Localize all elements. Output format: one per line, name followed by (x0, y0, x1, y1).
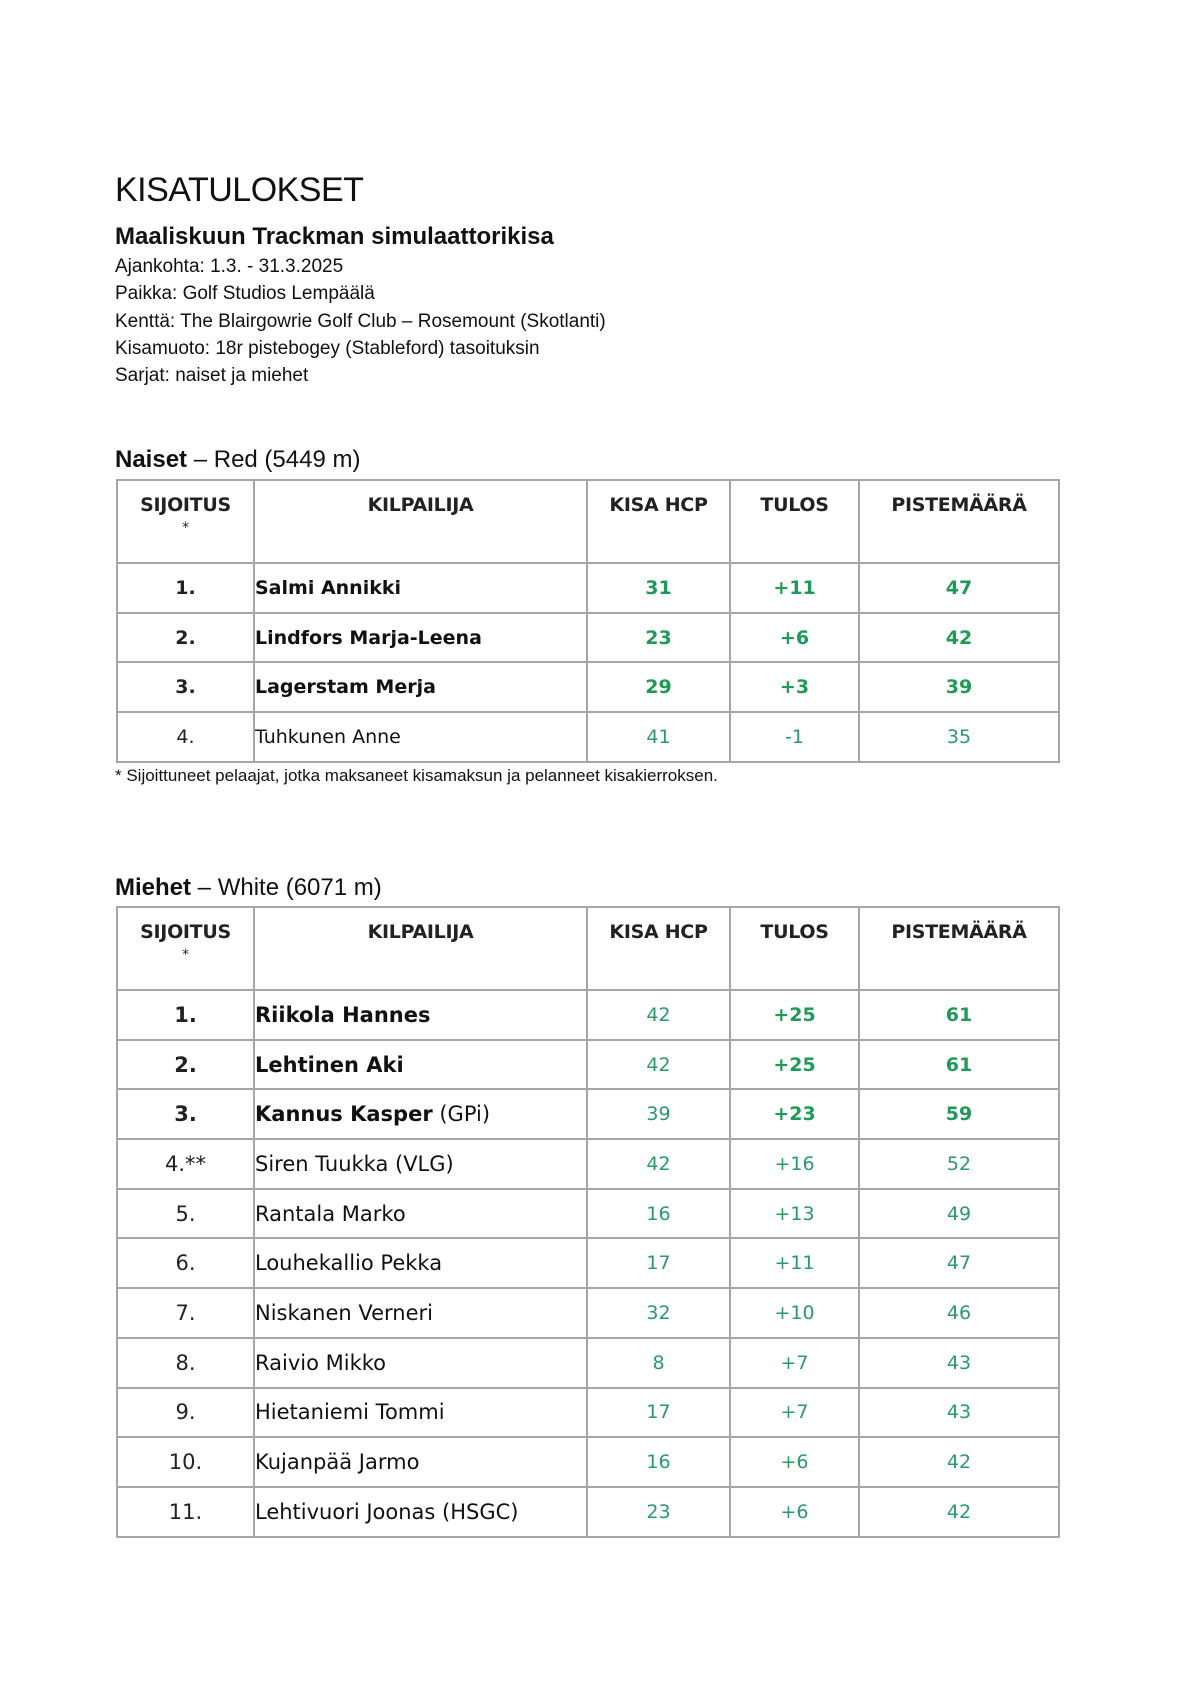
hcp-cell: 23 (587, 1487, 730, 1537)
player-name-cell (254, 1189, 587, 1239)
hcp-cell: 42 (587, 990, 730, 1040)
footnote: * Sijoittuneet pelaajat, jotka maksaneet kisamaksun ja pelanneet kisakierroksen. (115, 766, 718, 785)
women-title-tee: – Red (5449 m) (187, 446, 361, 473)
table-row (117, 1089, 1059, 1139)
player-name-cell (254, 563, 587, 613)
points-cell: 47 (859, 1238, 1059, 1288)
col-header-hcp: KISA HCP (587, 907, 730, 990)
tulos-cell: +23 (730, 1089, 859, 1139)
hcp-cell: 29 (587, 662, 730, 712)
player-name: Lehtivuori Joonas (255, 1499, 436, 1524)
men-section-title (115, 874, 382, 902)
points-cell: 59 (859, 1089, 1059, 1139)
player-name-cell (254, 1288, 587, 1338)
player-name-cell (254, 662, 587, 712)
table-row (117, 990, 1059, 1040)
rank-cell: 8. (117, 1338, 254, 1388)
points-cell: 42 (859, 613, 1059, 663)
points-cell: 61 (859, 1040, 1059, 1090)
hcp-cell: 23 (587, 613, 730, 663)
rank-cell: 1. (117, 990, 254, 1040)
rank-cell: 2. (117, 613, 254, 663)
col-header-points: PISTEMÄÄRÄ (859, 480, 1059, 563)
table-row (117, 563, 1059, 613)
col-header-name: KILPAILIJA (254, 907, 587, 990)
points-cell: 52 (859, 1139, 1059, 1189)
tulos-cell: +25 (730, 990, 859, 1040)
player-name-cell (254, 990, 587, 1040)
player-name-cell (254, 1040, 587, 1090)
men-table-body (117, 990, 1059, 1537)
rank-cell: 6. (117, 1238, 254, 1288)
player-name-cell (254, 1338, 587, 1388)
col-header-name: KILPAILIJA (254, 480, 587, 563)
points-cell: 61 (859, 990, 1059, 1040)
women-section-title (115, 446, 360, 474)
table-header-row (117, 480, 1059, 563)
women-title-bold: Naiset (115, 446, 188, 473)
tulos-cell: +3 (730, 662, 859, 712)
table-row (117, 1040, 1059, 1090)
player-name: Kannus Kasper (255, 1102, 433, 1127)
tulos-cell: +25 (730, 1040, 859, 1090)
table-row (117, 1388, 1059, 1438)
player-name: Tuhkunen Anne (255, 725, 401, 748)
player-name-cell (254, 1238, 587, 1288)
women-results-table (116, 479, 1060, 763)
hcp-cell: 42 (587, 1040, 730, 1090)
event-title: Maaliskuun Trackman simulaattorikisa (115, 223, 554, 250)
player-name: Siren Tuukka (255, 1151, 389, 1176)
tulos-cell: +7 (730, 1338, 859, 1388)
points-cell: 42 (859, 1487, 1059, 1537)
event-series: Sarjat: naiset ja miehet (115, 365, 309, 387)
hcp-cell: 32 (587, 1288, 730, 1338)
player-club: (VLG) (388, 1151, 454, 1176)
hcp-cell: 17 (587, 1238, 730, 1288)
tulos-cell: +16 (730, 1139, 859, 1189)
hcp-cell: 16 (587, 1189, 730, 1239)
tulos-cell: +11 (730, 563, 859, 613)
rank-cell: 4. (117, 712, 254, 762)
player-name: Kujanpää Jarmo (255, 1450, 420, 1475)
points-cell: 39 (859, 662, 1059, 712)
table-row (117, 1487, 1059, 1537)
event-venue: Paikka: Golf Studios Lempäälä (115, 283, 375, 305)
hcp-cell: 42 (587, 1139, 730, 1189)
player-name-cell (254, 1089, 587, 1139)
event-format: Kisamuoto: 18r pistebogey (Stableford) tasoituksin (115, 337, 540, 359)
col-header-points: PISTEMÄÄRÄ (859, 907, 1059, 990)
men-title-bold: Miehet (115, 874, 192, 901)
tulos-cell: +11 (730, 1238, 859, 1288)
col-header-rank: SIJOITUS * (117, 907, 254, 990)
table-header-row (117, 907, 1059, 990)
tulos-cell: +6 (730, 1437, 859, 1487)
player-name: Lindfors Marja-Leena (255, 626, 482, 649)
player-name: Rantala Marko (255, 1201, 406, 1226)
col-header-rank: SIJOITUS * (117, 480, 254, 563)
rank-cell: 4.** (117, 1139, 254, 1189)
page-title: KISATULOKSET (115, 170, 364, 209)
table-row (117, 1238, 1059, 1288)
hcp-cell: 17 (587, 1388, 730, 1438)
event-info (115, 222, 606, 389)
hcp-cell: 8 (587, 1338, 730, 1388)
table-row (117, 1139, 1059, 1189)
points-cell: 47 (859, 563, 1059, 613)
player-name: Niskanen Verneri (255, 1300, 433, 1325)
points-cell: 49 (859, 1189, 1059, 1239)
tulos-cell: +7 (730, 1388, 859, 1438)
player-name: Lagerstam Merja (255, 676, 436, 699)
player-name: Louhekallio Pekka (255, 1251, 443, 1276)
event-course: Kenttä: The Blairgowrie Golf Club – Rosemount (Skotlanti) (115, 310, 606, 332)
player-name: Hietaniemi Tommi (255, 1400, 445, 1425)
table-row (117, 1437, 1059, 1487)
event-date: Ajankohta: 1.3. - 31.3.2025 (115, 256, 344, 277)
hcp-cell: 16 (587, 1437, 730, 1487)
player-club: (HSGC) (435, 1499, 519, 1524)
col-header-tulos: TULOS (730, 480, 859, 563)
table-row (117, 1189, 1059, 1239)
points-cell: 46 (859, 1288, 1059, 1338)
player-name-cell (254, 1437, 587, 1487)
rank-cell: 10. (117, 1437, 254, 1487)
table-row (117, 662, 1059, 712)
points-cell: 43 (859, 1338, 1059, 1388)
table-row (117, 613, 1059, 663)
table-row (117, 1338, 1059, 1388)
tulos-cell: -1 (730, 712, 859, 762)
player-name-cell (254, 1139, 587, 1189)
table-row (117, 712, 1059, 762)
points-cell: 35 (859, 712, 1059, 762)
table-row (117, 1288, 1059, 1338)
player-name: Raivio Mikko (255, 1350, 386, 1375)
men-results-table (116, 906, 1060, 1538)
rank-cell: 7. (117, 1288, 254, 1338)
rank-cell: 3. (117, 1089, 254, 1139)
men-title-tee: – White (6071 m) (191, 874, 382, 901)
rank-cell: 2. (117, 1040, 254, 1090)
rank-cell: 1. (117, 563, 254, 613)
col-header-hcp: KISA HCP (587, 480, 730, 563)
rank-cell: 9. (117, 1388, 254, 1438)
player-name-cell (254, 613, 587, 663)
tulos-cell: +10 (730, 1288, 859, 1338)
col-header-tulos: TULOS (730, 907, 859, 990)
player-club: (GPi) (432, 1102, 491, 1127)
player-name: Lehtinen Aki (255, 1052, 404, 1077)
player-name-cell (254, 712, 587, 762)
hcp-cell: 41 (587, 712, 730, 762)
player-name-cell (254, 1487, 587, 1537)
tulos-cell: +6 (730, 613, 859, 663)
player-name: Salmi Annikki (255, 576, 401, 599)
rank-cell: 3. (117, 662, 254, 712)
points-cell: 42 (859, 1437, 1059, 1487)
tulos-cell: +6 (730, 1487, 859, 1537)
player-name: Riikola Hannes (255, 1002, 431, 1027)
hcp-cell: 31 (587, 563, 730, 613)
rank-cell: 11. (117, 1487, 254, 1537)
hcp-cell: 39 (587, 1089, 730, 1139)
rank-cell: 5. (117, 1189, 254, 1239)
points-cell: 43 (859, 1388, 1059, 1438)
player-name-cell (254, 1388, 587, 1438)
tulos-cell: +13 (730, 1189, 859, 1239)
women-table-body (117, 563, 1059, 762)
